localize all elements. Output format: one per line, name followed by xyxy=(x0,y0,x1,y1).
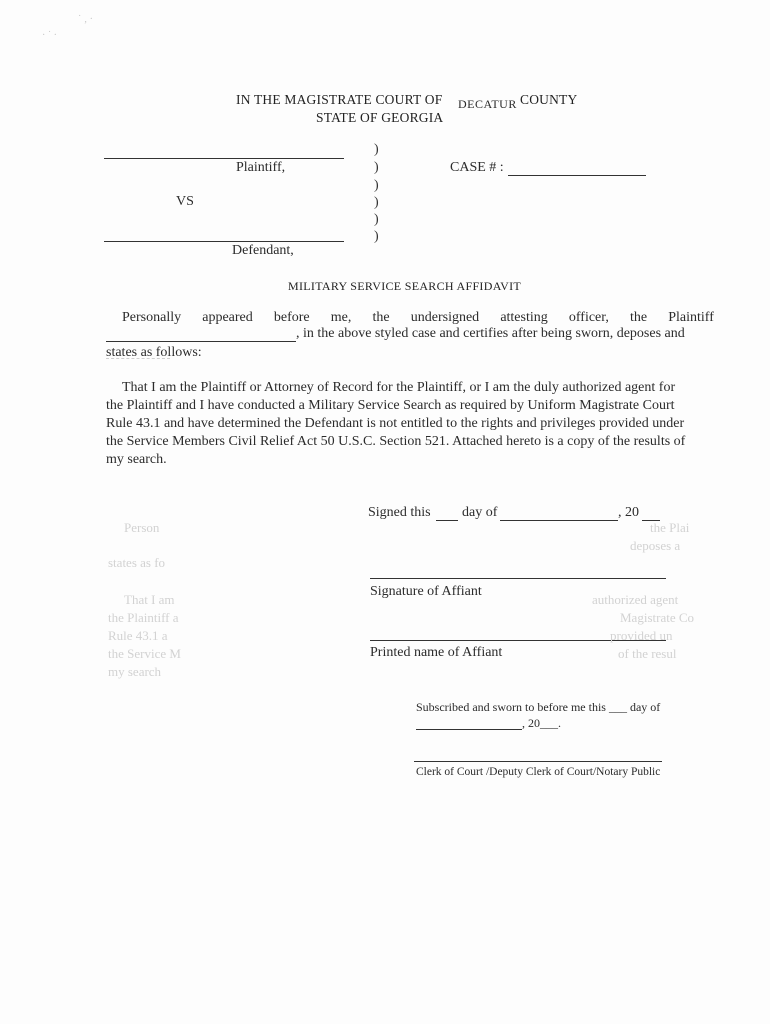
para1-line1 xyxy=(122,309,714,327)
caption-paren: ) xyxy=(374,178,379,193)
case-number-label: CASE # : xyxy=(450,160,504,175)
caption-paren: ) xyxy=(374,212,379,227)
para2-line5: my search. xyxy=(106,452,167,467)
court-heading xyxy=(236,92,442,108)
para1-word: appeared xyxy=(202,310,253,325)
para1-word: the xyxy=(372,310,390,325)
ghost-text: Person xyxy=(124,520,160,535)
para1-word: me, xyxy=(330,310,352,325)
para1-line3: states as follows: xyxy=(106,345,202,360)
caption-paren: ) xyxy=(374,142,379,157)
signed-month-line[interactable] xyxy=(500,520,618,521)
state-heading: STATE OF GEORGIA xyxy=(316,110,444,125)
affiant-signature-label: Signature of Affiant xyxy=(370,584,482,599)
scan-artifact xyxy=(106,358,170,359)
ghost-text: deposes a xyxy=(630,538,681,553)
signed-this-label: Signed this xyxy=(368,505,431,520)
notary-date-line[interactable] xyxy=(416,729,522,730)
para2-line1: That I am the Plaintiff or Attorney of Record for the Plaintiff, or I am the duly authorized agent for xyxy=(122,380,676,395)
para2-line4: the Service Members Civil Relief Act 50 U.S.C. Section 521. Attached hereto is a copy of the results of xyxy=(106,434,686,449)
ghost-text: my search xyxy=(108,664,162,679)
county-suffix: COUNTY xyxy=(520,92,578,107)
clerk-label: Clerk of Court /Deputy Clerk of Court/Notary Public xyxy=(416,766,661,778)
ghost-text: Rule 43.1 a xyxy=(108,628,168,643)
caption-paren: ) xyxy=(374,195,379,210)
ghost-text: of the resul xyxy=(618,646,677,661)
caption-paren: ) xyxy=(374,229,379,244)
para1-line2: , in the above styled case and certifies after being sworn, deposes and xyxy=(296,326,685,341)
ghost-text: Magistrate Co xyxy=(620,610,695,625)
para2-line3: Rule 43.1 and have determined the Defendant is not entitled to the rights and privileges provided under xyxy=(106,416,685,431)
ghost-text: That I am xyxy=(124,592,175,607)
ghost-text: authorized agent xyxy=(592,592,679,607)
notary-sworn-line: Subscribed and sworn to before me this ___ day of xyxy=(416,700,661,714)
para1-word: undersigned xyxy=(410,310,480,325)
clerk-signature-line[interactable] xyxy=(414,761,662,762)
para1-word: the xyxy=(630,310,648,325)
vs-label: VS xyxy=(176,194,194,209)
signed-day-line[interactable] xyxy=(436,520,458,521)
caption-paren: ) xyxy=(374,160,379,175)
para1-word: Personally xyxy=(122,310,182,325)
affidavit-title: MILITARY SERVICE SEARCH AFFIDAVIT xyxy=(288,279,522,293)
para1-word: Plaintiff xyxy=(668,310,714,325)
notary-year-label: , 20___. xyxy=(522,716,561,730)
signed-day-of-label: day of xyxy=(462,505,498,520)
ghost-text: the Service M xyxy=(108,646,181,661)
scan-speckle: ˙ ‚ · xyxy=(78,14,93,25)
ghost-text: the Plaintiff a xyxy=(108,610,179,625)
ghost-text: the Plai xyxy=(650,520,690,535)
affiant-signature-line[interactable] xyxy=(370,578,666,579)
scan-speckle: · ˙ · xyxy=(42,30,57,41)
county-name: DECATUR xyxy=(458,97,517,111)
para2-line2: the Plaintiff and I have conducted a Military Service Search as required by Uniform Magistrate Court xyxy=(106,398,675,413)
plaintiff-label: Plaintiff, xyxy=(236,160,286,175)
ghost-text: states as fo xyxy=(108,555,166,570)
plaintiff-name-line[interactable] xyxy=(104,158,344,159)
signed-year-label: , 20 xyxy=(618,505,639,520)
defendant-label: Defendant, xyxy=(232,243,294,258)
court-prefix: IN THE MAGISTRATE COURT OF xyxy=(236,92,443,107)
defendant-name-line[interactable] xyxy=(104,241,344,242)
plaintiff-name-fill-line[interactable] xyxy=(106,341,296,342)
affiant-printed-name-label: Printed name of Affiant xyxy=(370,645,503,660)
para1-word: officer, xyxy=(568,310,609,325)
ghost-text: provided un xyxy=(610,628,673,643)
para1-word: before xyxy=(273,310,310,325)
case-number-line[interactable] xyxy=(508,175,646,176)
para1-word: attesting xyxy=(500,310,548,325)
